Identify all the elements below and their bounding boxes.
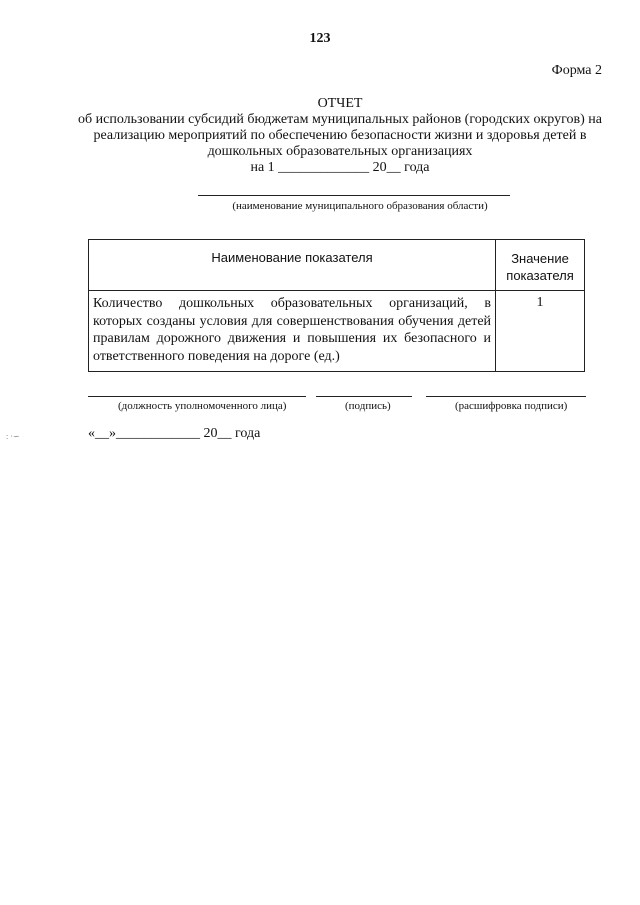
- indicator-name-cell: Количество дошкольных образовательных организаций, в которых созданы условия для совершенствования обучения детей правилам дорожного движения и повышения их безопасного и ответственного поведения на дороге (ед.): [89, 291, 496, 372]
- report-period: на 1 _____________ 20__ года: [250, 160, 430, 175]
- table-row: [89, 291, 585, 372]
- table-header-row: [89, 240, 585, 291]
- signature-lines: [88, 396, 588, 398]
- header-indicator-value: Значение показателя: [496, 240, 585, 291]
- org-name-caption: (наименование муниципального образования области): [232, 200, 488, 212]
- indicator-value-cell: 1: [496, 291, 585, 372]
- date-line: «__»____________ 20__ года: [88, 426, 261, 441]
- scan-marks: : ·∽: [6, 432, 20, 441]
- form-label: Форма 2: [551, 63, 602, 78]
- position-line: [88, 396, 306, 397]
- report-subtitle: об использовании субсидий бюджетам муниципальных районов (городских округов) на реализацию мероприятий по обеспечению безопасности жизни и здоровья детей в дошкольных образовательных организациях: [78, 112, 602, 159]
- report-title-block: [60, 96, 620, 176]
- page-number: 123: [309, 31, 331, 46]
- report-heading: ОТЧЕТ: [317, 96, 363, 111]
- decoding-line: [426, 396, 586, 397]
- header-indicator-name: Наименование показателя: [89, 240, 496, 291]
- signature-caption: (подпись): [345, 400, 391, 412]
- decoding-caption: (расшифровка подписи): [455, 400, 568, 412]
- signature-line: [316, 396, 412, 397]
- position-caption: (должность уполномоченного лица): [118, 400, 287, 412]
- org-name-line: [198, 195, 510, 196]
- indicators-table: [88, 239, 585, 372]
